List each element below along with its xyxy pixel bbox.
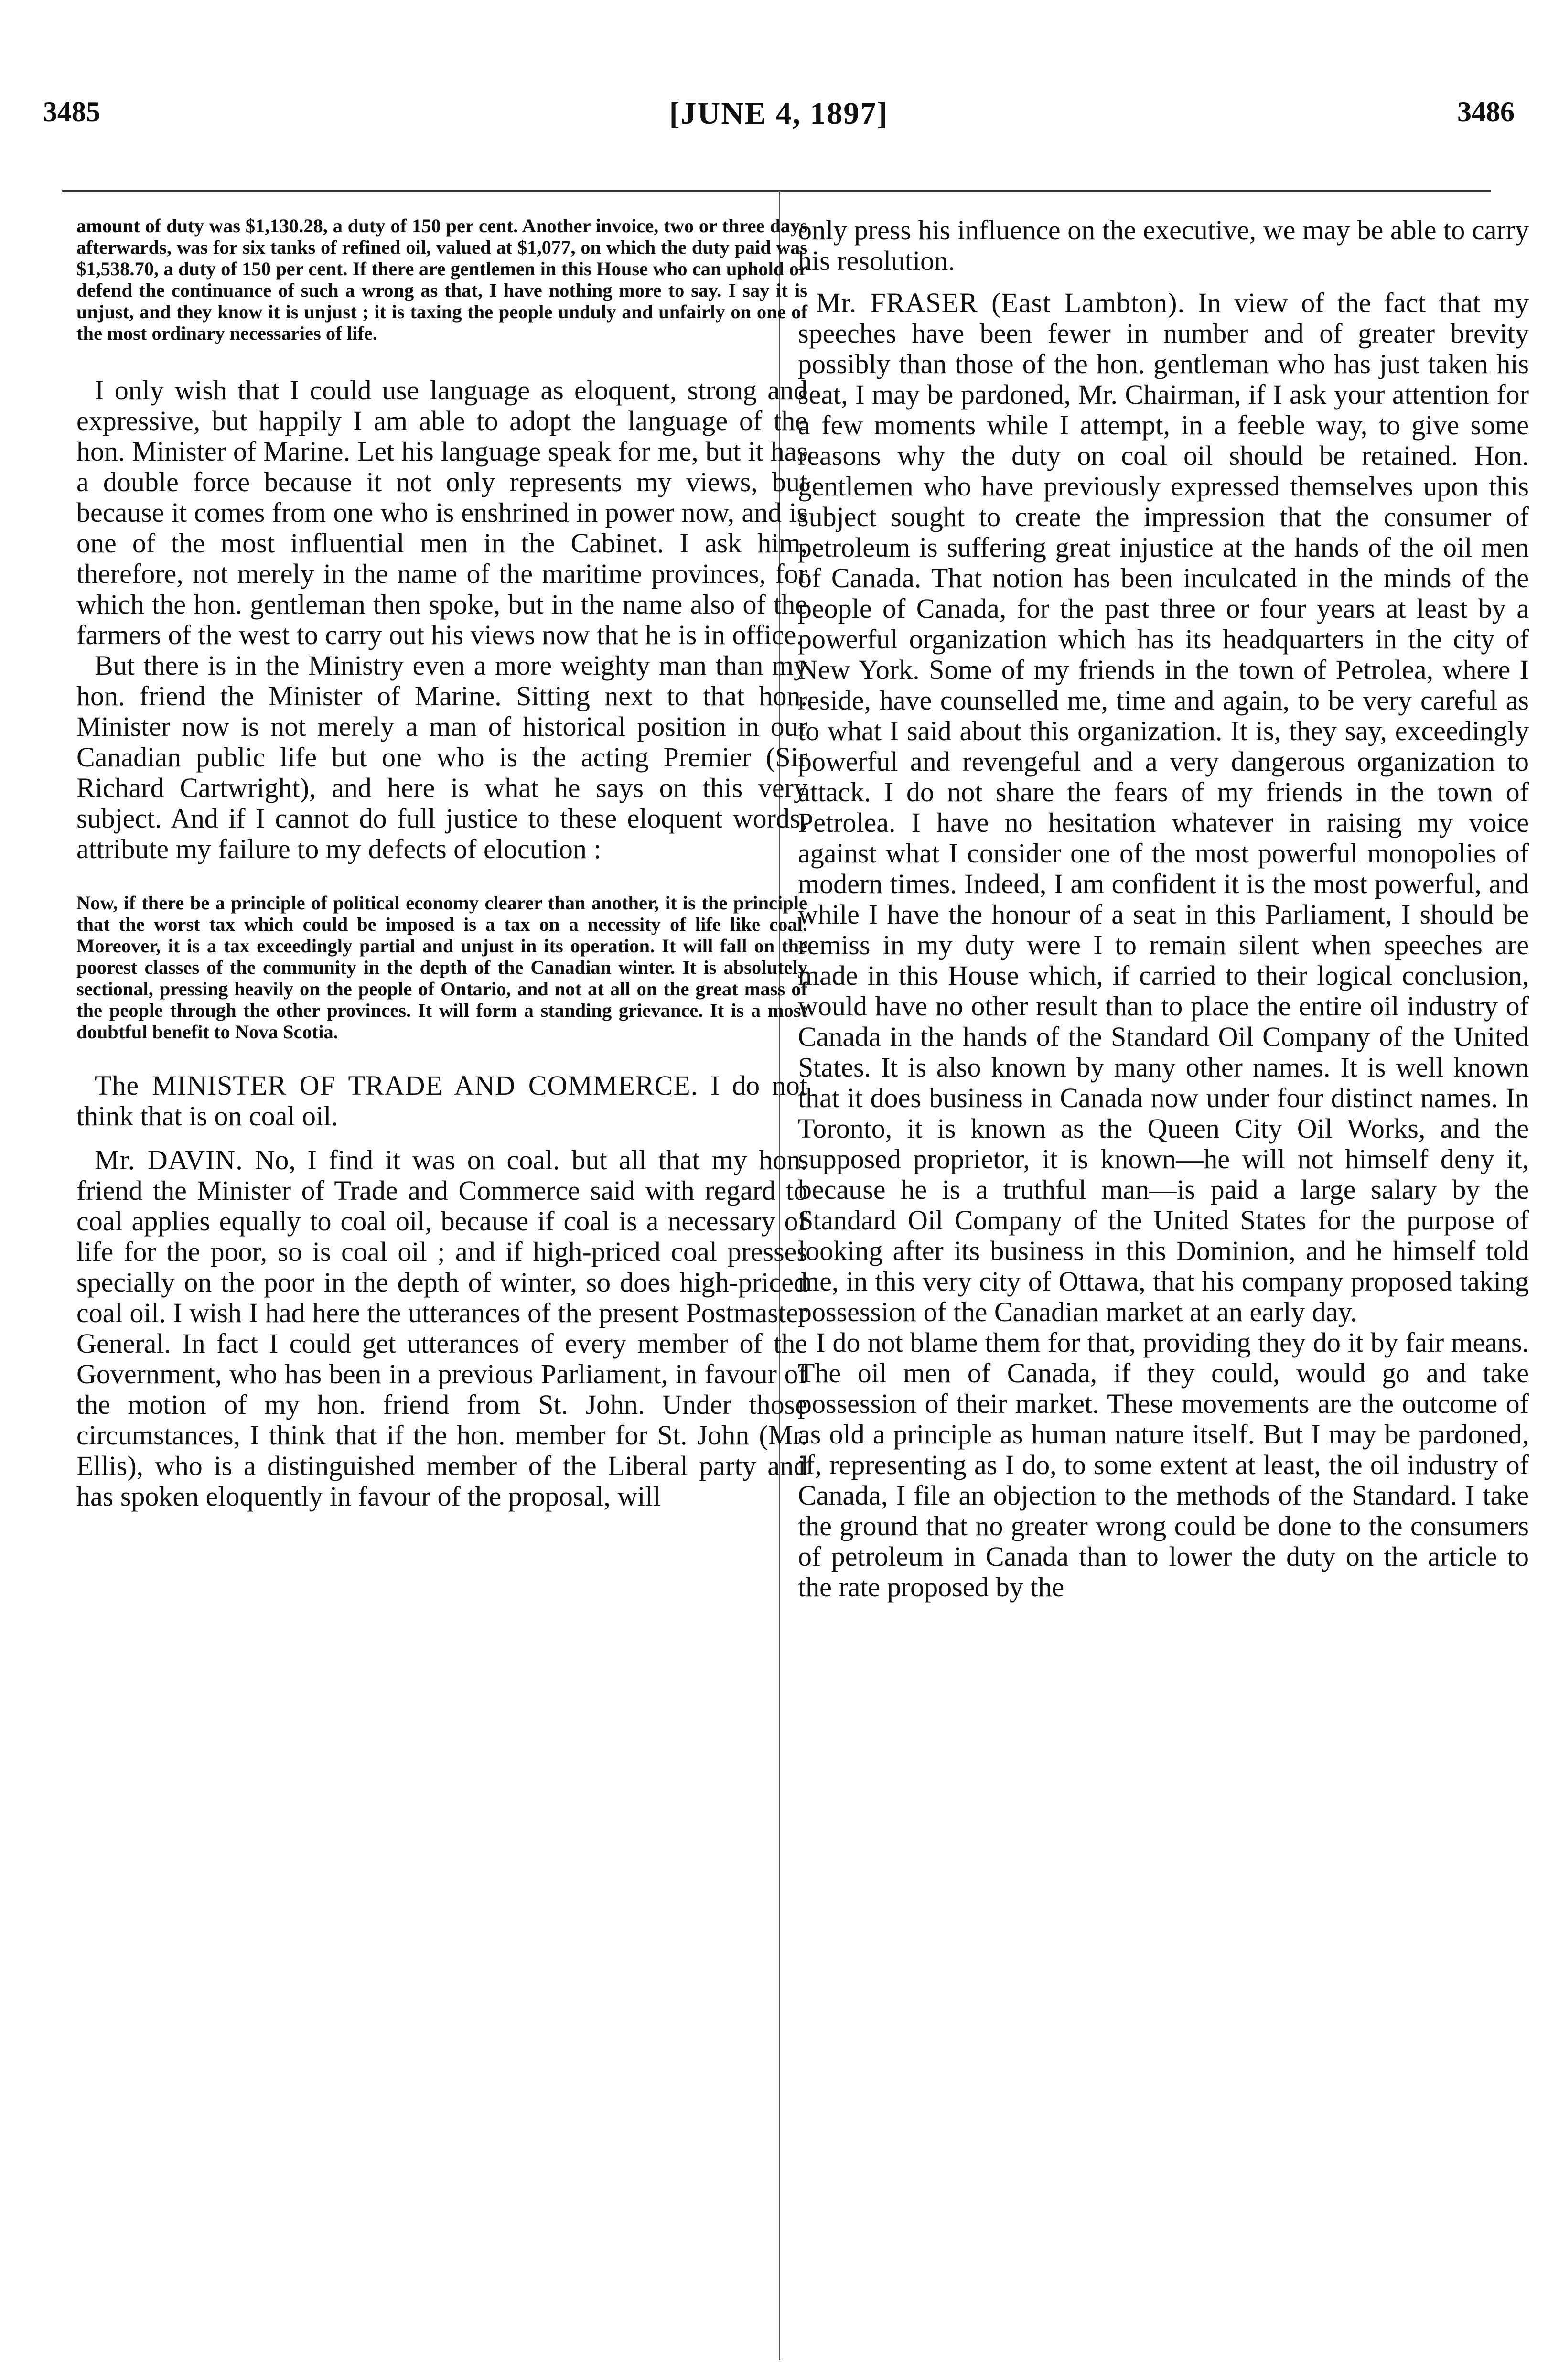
paragraph-fraser (798, 288, 1529, 1327)
paragraph-eloquent-language: I only wish that I could use language as eloquent, strong and expressive, but happily I am able to adopt the language of the hon. Minister of Marine. Let his language speak for me, but it has a double force because it not only represents my views, but because it comes from one who is enshrined in power now, and is one of the most influential men in the Cabinet. I ask him, therefore, not merely in the name of the maritime provinces, for which the hon. gentleman then spoke, but in the name also of the farmers of the west to carry out his views now that he is in office. (76, 375, 807, 650)
page-header (43, 96, 1515, 139)
speaker-name: Mr. FRASER (East Lambton). (816, 287, 1185, 318)
paragraph-minister-trade (76, 1070, 807, 1131)
speech-text: In view of the fact that my speeches have been fewer in number and of greater brevity possibly than those of the hon. gentleman who has just taken his seat, I may be pardoned, Mr. Chairman, if I ask your attention for a few moments while I attempt, in a feeble way, to give some reasons why the duty on coal oil should be retained. Hon. gentlemen who have previously expressed themselves upon this subject sought to create the impression that the consumer of petroleum is suffering great injustice at the hands of the oil men of Canada. That notion has been inculcated in the minds of the people of Canada, for the past three or four years at least by a powerful organization which has its headquarters in the city of New York. Some of my friends in the town of Petrolea, where I reside, have counselled me, time and again, to be very careful as to what I said about this organization. It is, they say, exceedingly powerful and revengeful and a very dangerous organization to attack. I do not share the fears of my friends in the town of Petrolea. I have no hesitation whatever in raising my voice against what I consider one of the most powerful monopolies of modern times. Indeed, I am confident it is the most powerful, and while I have the honour of a seat in this Parliament, I should be remiss in my duty were I to remain silent when speeches are made in this House which, if carried to their logical conclusion, would have no other result than to place the entire oil industry of Canada in the hands of the Standard Oil Company of the United States. It is also known by many other names. It is well known that it does business in Canada now under four distinct names. In Toronto, it is known as the Queen City Oil Works, and the supposed proprietor, it is known—he will not himself deny it, because he is a truthful man—is paid a large salary by the Standard Oil Company of the United States for the purpose of looking after its business in this Dominion, and he himself told me, in this very city of Ottawa, that his company proposed taking possession of the Canadian market at an early day. (798, 287, 1529, 1327)
left-column (76, 215, 807, 1512)
paragraph-continuation: only press his influence on the executive, we may be able to carry his resolution. (798, 215, 1529, 276)
paragraph-fair-means: I do not blame them for that, providing they do it by fair means. The oil men of Canada, if they could, would go and take possession of their market. These movements are the outcome of as old a principle as human nature itself. But I may be pardoned, if, representing as I do, to some extent at least, the oil industry of Canada, I file an objection to the methods of the Standard. I take the ground that no greater wrong could be done to the consumers of petroleum in Canada than to lower the duty on the article to the rate proposed by the (798, 1327, 1529, 1603)
paragraph-weighty-man: But there is in the Ministry even a more weighty man than my hon. friend the Minister of Marine. Sitting next to that hon. Minister now is not merely a man of historical position in our Canadian public life but one who is the acting Premier (Sir Richard Cartwright), and here is what he says on this very subject. And if I cannot do full justice to these eloquent words, attribute my failure to my defects of elocution : (76, 650, 807, 864)
speaker-name: Mr. DAVIN. (95, 1144, 243, 1175)
paragraph-davin (76, 1145, 807, 1512)
paragraph-duty-amounts: amount of duty was $1,130.28, a duty of 150 per cent. Another invoice, two or three days afterwards, was for six tanks of refined oil, valued at $1,077, on which the duty paid was $1,538.70, a duty of 150 per cent. If there are gentlemen in this House who can uphold or defend the continuance of such a wrong as that, I have nothing more to say. I say it is unjust, and they know it is unjust ; it is taxing the people unduly and unfairly on one of the most ordinary necessaries of life. (76, 215, 807, 344)
quoted-passage: Now, if there be a principle of political economy clearer than another, it is the principle that the worst tax which could be imposed is a tax on a necessity of life like coal. Moreover, it is a tax exceedingly partial and unjust in its operation. It will fall on the poorest classes of the community in the depth of the Canadian winter. It is absolutely sectional, pressing heavily on the people of Ontario, and not at all on the great mass of the people through the other provinces. It will form a standing grievance. It is a most doubtful benefit to Nova Scotia. (76, 892, 807, 1043)
header-rule (62, 190, 1491, 192)
page-date: [JUNE 4, 1897] (669, 96, 889, 131)
speech-text: No, I find it was on coal. but all that my hon. friend the Minister of Trade and Commerce said with regard to coal applies equally to coal oil, because if coal is a necessary of life for the poor, so is coal oil ; and if high-priced coal presses specially on the poor in the depth of winter, so does high-priced coal oil. I wish I had here the utterances of the present Postmaster General. In fact I could get utterances of every member of the Government, who has been in a previous Parliament, in favour of the motion of my hon. friend from St. John. Under those circumstances, I think that if the hon. member for St. John (Mr. Ellis), who is a distinguished member of the Liberal party and has spoken eloquently in favour of the proposal, will (76, 1144, 807, 1512)
speech-text: I do not think that is on coal oil. (76, 1070, 807, 1131)
right-column (798, 215, 1529, 1603)
left-page-number: 3485 (43, 96, 100, 128)
speaker-name: The MINISTER OF TRADE AND COMMERCE. (95, 1070, 699, 1101)
right-page-number: 3486 (1457, 96, 1515, 128)
